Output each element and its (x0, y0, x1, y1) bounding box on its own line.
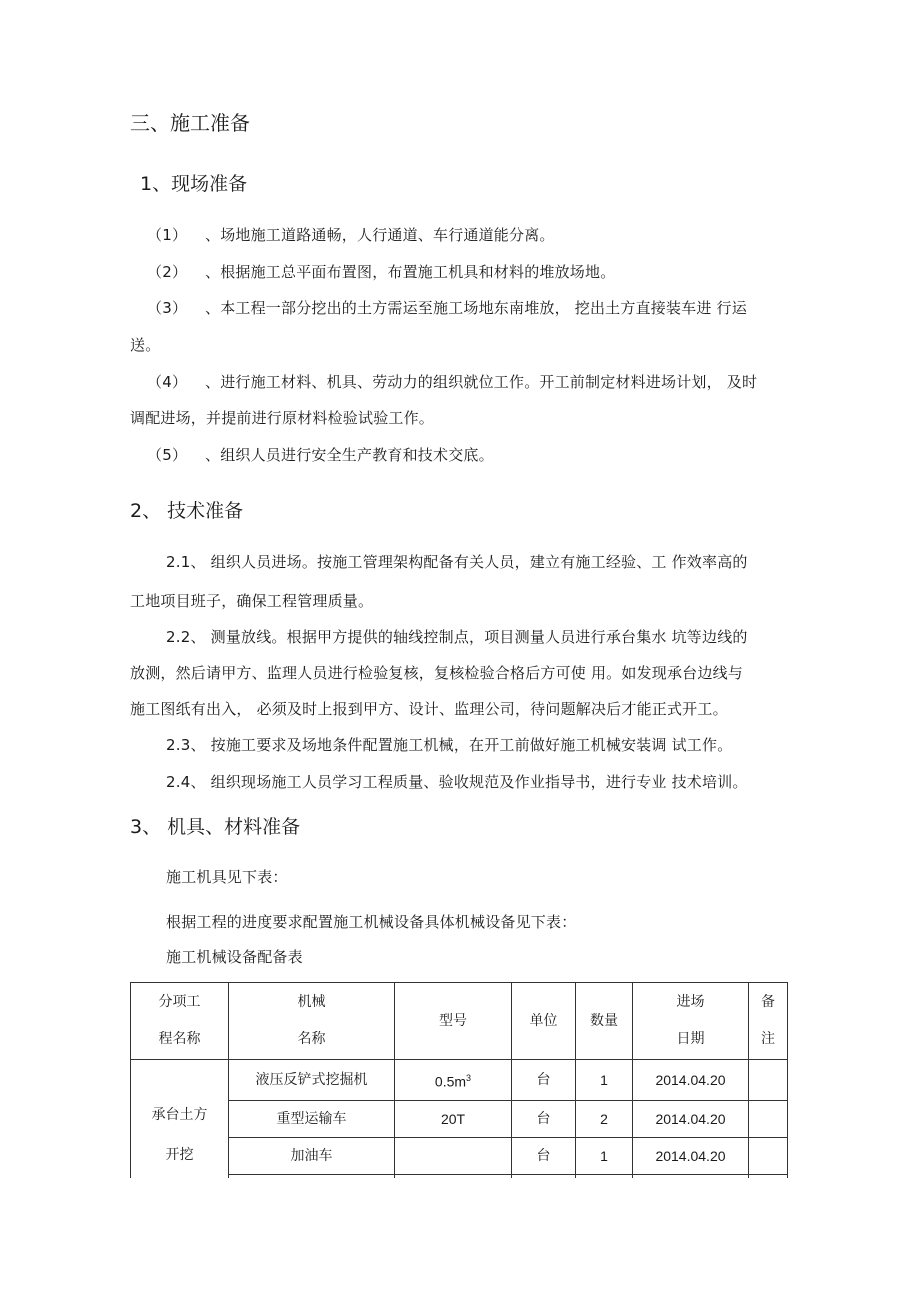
cell-note (749, 1060, 788, 1101)
item-number: （1） (147, 226, 188, 244)
cell-name: 加油车 (229, 1137, 395, 1174)
paragraph-2-3: 2.3、 按施工要求及场地条件配置施工机械，在开工前做好施工机械安装调 试工作。 (166, 736, 733, 754)
table-row (131, 1137, 788, 1174)
paragraph-2-4: 2.4、 组织现场施工人员学习工程质量、验收规范及作业指导书，进行专业 技术培训。 (166, 773, 748, 791)
header-cell: 单位 (512, 983, 576, 1060)
cell-model: $0.5m^3$ (395, 1060, 512, 1101)
paragraph-2-2-line: 2.2、 测量放线。根据甲方提供的轴线控制点，项目测量人员进行承台集水 坑等边线的 (166, 628, 748, 646)
item-number: （4） (147, 373, 188, 391)
cell-note (749, 1137, 788, 1174)
item-text: 、根据施工总平面布置图，布置施工机具和材料的堆放场地。 (205, 263, 616, 281)
group-name-cell: 承台土方 开挖 (131, 1060, 229, 1212)
list-item (147, 261, 615, 282)
item-number: （5） (147, 446, 188, 464)
cell-qty: 1 (576, 1060, 633, 1101)
cell-unit: 台 (512, 1137, 576, 1174)
item-text: 、进行施工材料、机具、劳动力的组织就位工作。开工前制定材料进场计划， 及时 (205, 373, 758, 391)
cell-model: 20T (395, 1100, 512, 1137)
paragraph-equipment-intro: 施工机具见下表： (166, 868, 288, 886)
header-cell: 型号 (395, 983, 512, 1060)
item-number: （2） (147, 263, 188, 281)
paragraph-2-2-line: 施工图纸有出入， 必须及时上报到甲方、设计、监理公司，待问题解决后才能正式开工。 (130, 700, 728, 718)
list-item (147, 224, 555, 245)
section-title: 三、施工准备 (130, 111, 250, 135)
page-bottom-margin (0, 1178, 920, 1303)
paragraph-2-1-line: 2.1、 组织人员进场。按施工管理架构配备有关人员，建立有施工经验、工 作效率高的 (166, 553, 748, 571)
list-item-continued: 送。 (130, 336, 161, 354)
header-cell: 分项工 程名称 (131, 983, 229, 1060)
header-cell: 备 注 (749, 983, 788, 1060)
table-row (131, 1100, 788, 1137)
item-number: （3） (147, 299, 188, 317)
list-item (147, 371, 757, 392)
cell-qty: 2 (576, 1100, 633, 1137)
item-text: 、组织人员进行安全生产教育和技术交底。 (205, 446, 494, 464)
cell-name: 重型运输车 (229, 1100, 395, 1137)
cell-qty: 1 (576, 1137, 633, 1174)
table-row (131, 1060, 788, 1101)
paragraph-2-2-line: 放测，然后请甲方、监理人员进行检验复核，复核检验合格后方可使 用。如发现承台边线与 (130, 664, 743, 682)
subsection-2-title: 2、 技术准备 (130, 500, 244, 522)
header-cell: 机械 名称 (229, 983, 395, 1060)
paragraph-equipment-config: 根据工程的进度要求配置施工机械设备具体机械设备见下表： (166, 913, 577, 931)
cell-note (749, 1100, 788, 1137)
item-text: 、本工程一部分挖出的土方需运至施工场地东南堆放， 挖出土方直接装车进 行运 (205, 299, 747, 317)
subsection-1-title: 1、现场准备 (140, 173, 248, 195)
cell-name: 液压反铲式挖掘机 (229, 1060, 395, 1101)
subsection-3-title: 3、 机具、材料准备 (130, 816, 301, 838)
table-caption: 施工机械设备配备表 (166, 948, 303, 966)
header-cell: 进场 日期 (633, 983, 749, 1060)
list-item-continued: 调配进场，并提前进行原材料检验试验工作。 (130, 409, 435, 427)
table-header-row (131, 983, 788, 1060)
list-item (147, 444, 494, 465)
paragraph-2-1-line: 工地项目班子，确保工程管理质量。 (130, 592, 374, 610)
cell-date: 2014.04.20 (633, 1060, 749, 1101)
cell-unit: 台 (512, 1100, 576, 1137)
cell-model (395, 1137, 512, 1174)
cell-date: 2014.04.20 (633, 1137, 749, 1174)
header-cell: 数量 (576, 983, 633, 1060)
cell-date: 2014.04.20 (633, 1100, 749, 1137)
list-item (147, 297, 747, 318)
cell-unit: 台 (512, 1060, 576, 1101)
item-text: 、场地施工道路通畅，人行通道、车行通道能分离。 (205, 226, 555, 244)
